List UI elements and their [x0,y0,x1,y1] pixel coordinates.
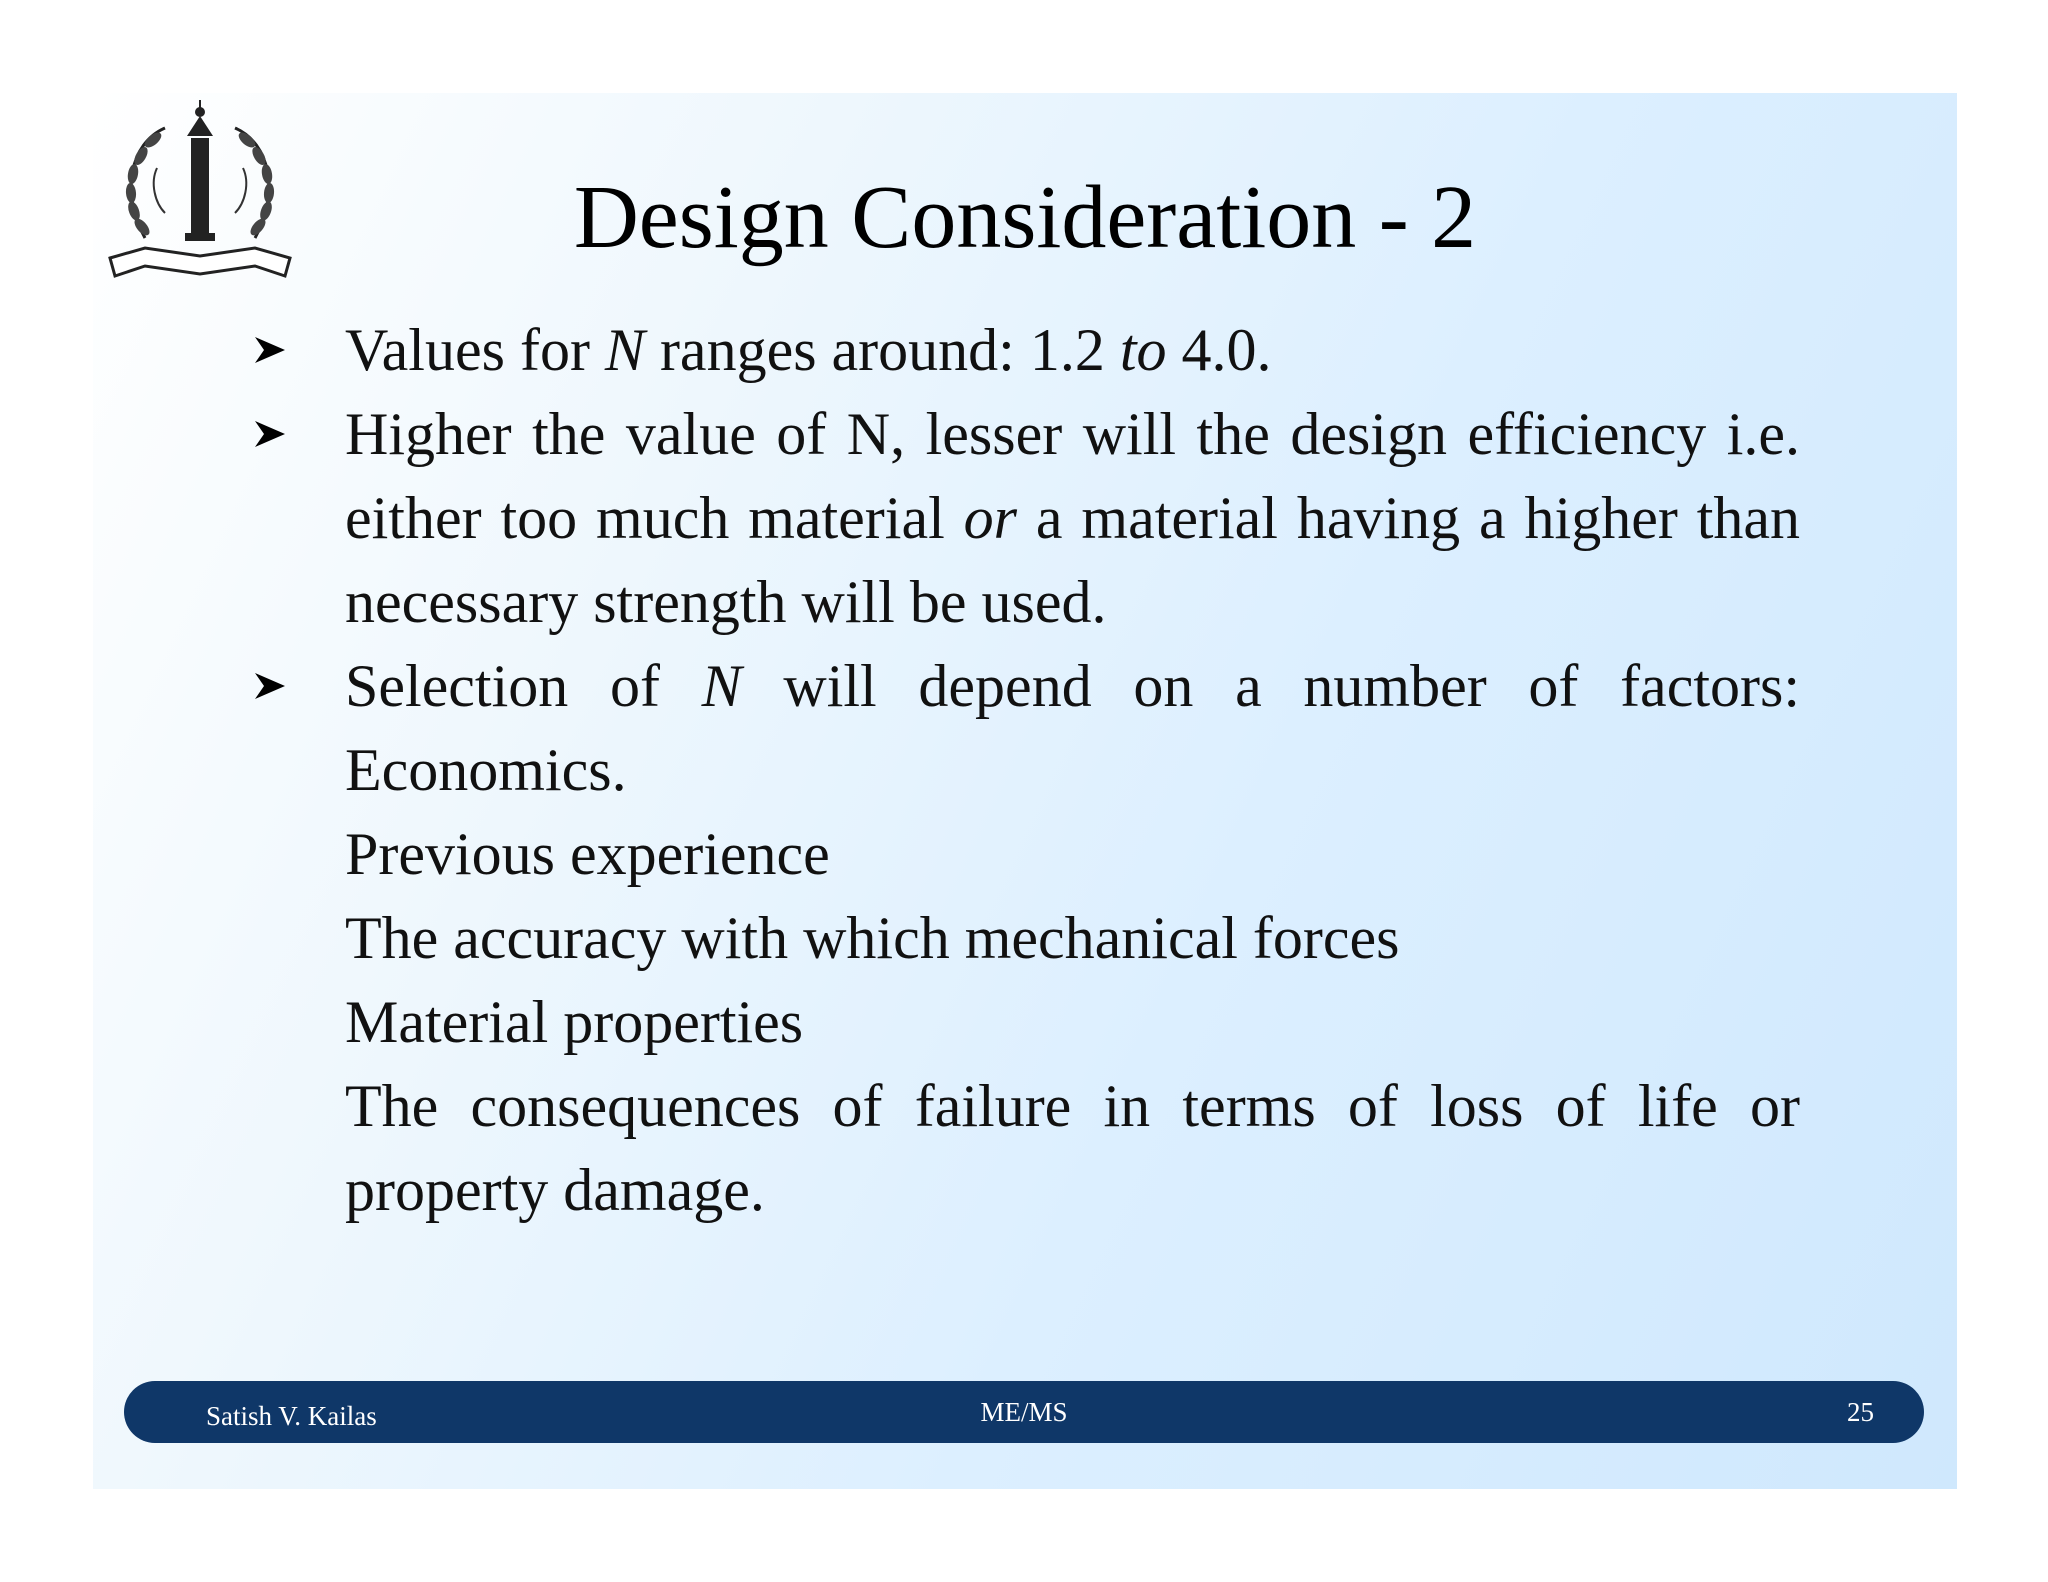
arrowhead-bullet-icon [255,308,289,392]
footer-author: Satish V. Kailas [206,1401,377,1431]
bullet-text: Values for [345,317,605,383]
bullet-text: 4.0. [1166,317,1272,383]
italic-word: or [963,485,1017,551]
bullet-text: a material having a higher than necessary strength will be used. [345,485,1800,635]
factor-item: Material properties [345,989,804,1055]
italic-variable: N [701,653,742,719]
factor-item: The accuracy with which mechanical forces [345,905,1400,971]
bullet-list [250,308,1800,1232]
bullet-item [250,308,1800,392]
page-number: 25 [1847,1397,1874,1427]
italic-word: to [1119,317,1167,383]
bullet-item [250,644,1800,812]
italic-variable: N [604,317,645,383]
bullet-text: Selection of [345,653,702,719]
bullet-text: will depend on a number of factors: Economics. [345,653,1800,803]
factor-item: Previous experience [345,821,830,887]
bullet-text: Higher the value of N, lesser will the design efficiency i.e. either too much material [345,401,1800,551]
arrowhead-bullet-icon [255,392,289,476]
footer-bar [124,1381,1924,1443]
factor-item: The consequences of failure in terms of loss of life or property damage. [345,1073,1800,1223]
bullet-text: ranges around: 1.2 [644,317,1120,383]
footer-course: ME/MS [980,1397,1068,1427]
arrowhead-bullet-icon [255,644,289,728]
slide-title: Design Consideration - 2 [573,168,1477,267]
bullet-item [250,392,1800,644]
